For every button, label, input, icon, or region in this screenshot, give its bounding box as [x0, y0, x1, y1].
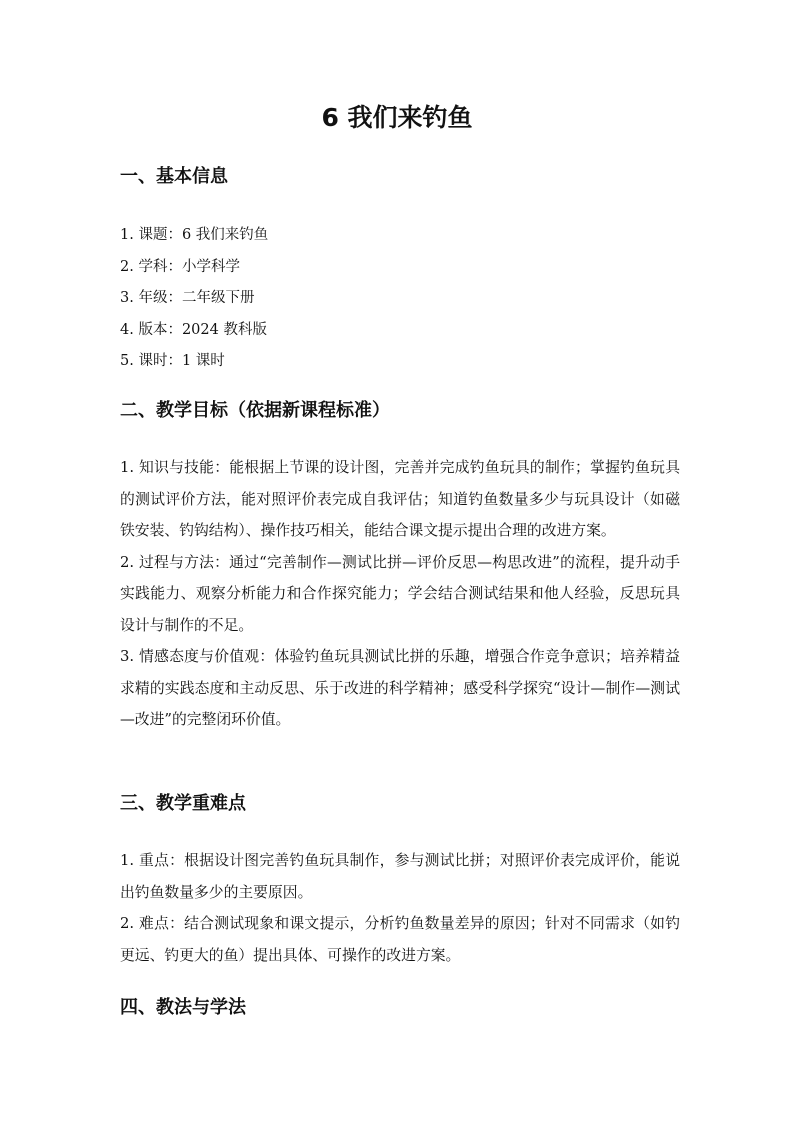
info-item-grade: 3. 年级：二年级下册 [120, 290, 255, 306]
info-item-subject: 2. 学科：小学科学 [120, 258, 240, 275]
section-heading-basic-info: 一、基本信息 [120, 166, 228, 187]
document-title: 6 我们来钓鱼 [321, 103, 473, 132]
key-points-block [120, 845, 680, 971]
key-point-focus: 1. 重点：根据设计图完善钓鱼玩具制作，参与测试比拼；对照评价表完成评价，能说出钓鱼数量多少的主要原因。 [120, 852, 680, 901]
key-point-difficulty: 2. 难点：结合测试现象和课文提示，分析钓鱼数量差异的原因；针对不同需求（如钓更远、钓更大的鱼）提出具体、可操作的改进方案。 [120, 915, 680, 964]
section-heading-key-difficult-points: 三、教学重难点 [120, 793, 246, 814]
info-item-topic: 1. 课题：6 我们来钓鱼 [120, 227, 269, 243]
section-heading-teaching-objectives: 二、教学目标（依据新课程标准） [120, 400, 390, 421]
section-heading-methods: 四、教法与学法 [120, 997, 246, 1018]
info-item-edition: 4. 版本：2024 教科版 [120, 321, 267, 338]
objective-knowledge-skills: 1. 知识与技能：能根据上节课的设计图，完善并完成钓鱼玩具的制作；掌握钓鱼玩具的测试评价方法，能对照评价表完成自我评估；知道钓鱼数量多少与玩具设计（如磁铁安装、钓钩结构）、操作技巧相关，能结合课文提示提出合理的改进方案。 [120, 459, 680, 539]
info-item-periods: 5. 课时：1 课时 [120, 353, 225, 369]
objective-attitudes-values: 3. 情感态度与价值观：体验钓鱼玩具测试比拼的乐趣，增强合作竞争意识；培养精益求精的实践态度和主动反思、乐于改进的科学精神；感受科学探究“设计—制作—测试—改进”的完整闭环价值。 [120, 648, 680, 728]
objectives-block [120, 452, 680, 736]
objective-process-methods: 2. 过程与方法：通过“完善制作—测试比拼—评价反思—构思改进”的流程，提升动手实践能力、观察分析能力和合作探究能力；学会结合测试结果和他人经验，反思玩具设计与制作的不足。 [120, 553, 680, 634]
basic-info-list [120, 220, 268, 378]
